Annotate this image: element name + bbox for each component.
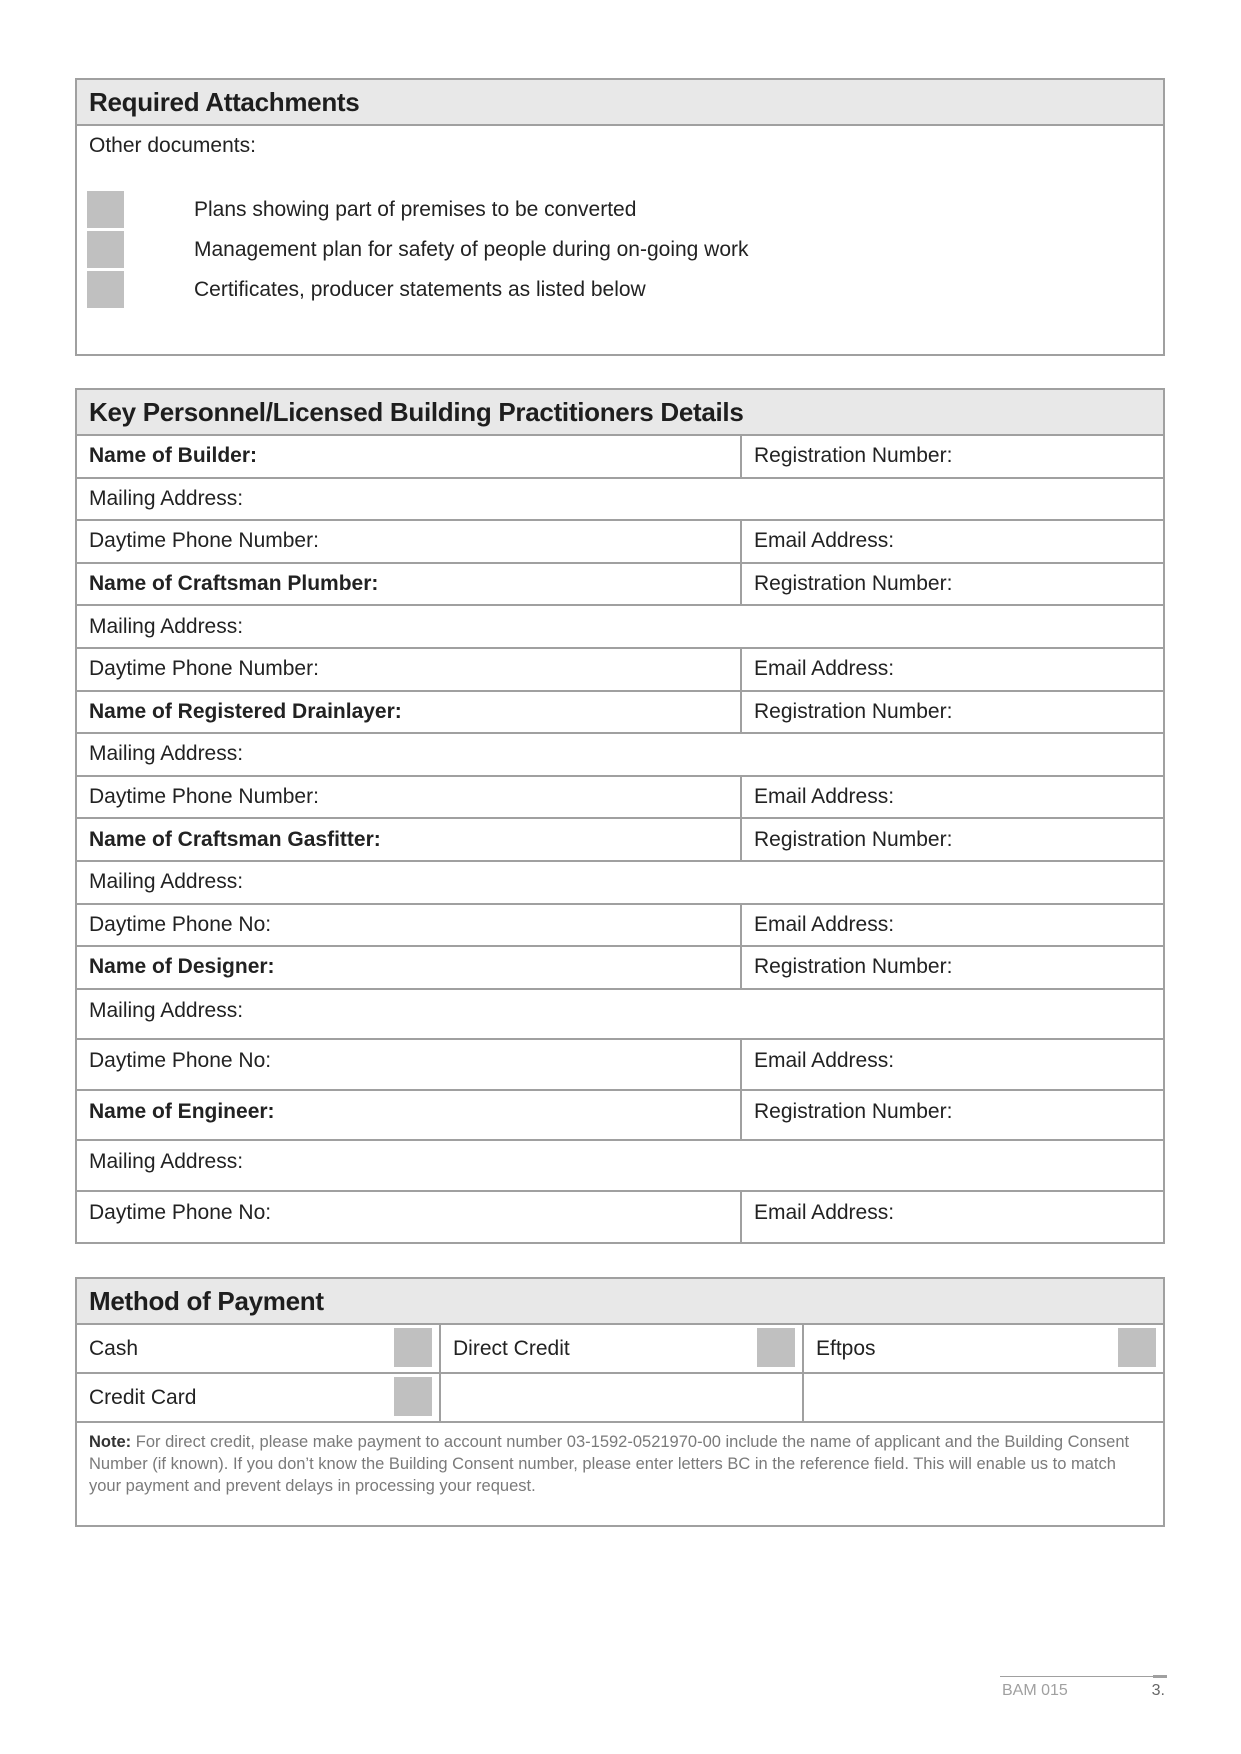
payment-option-label: Direct Credit: [453, 1336, 570, 1360]
engineer-name-field[interactable]: Name of Engineer:: [77, 1091, 742, 1140]
phone-field[interactable]: Daytime Phone Number:: [77, 521, 742, 562]
designer-name-field[interactable]: Name of Designer:: [77, 947, 742, 988]
email-field[interactable]: Email Address:: [754, 912, 895, 936]
table-row: [77, 564, 1163, 607]
builder-name-field[interactable]: Name of Builder:: [77, 436, 742, 477]
other-documents-label: Other documents:: [89, 134, 256, 157]
checkbox[interactable]: [1118, 1328, 1156, 1367]
table-row: [77, 990, 1163, 1041]
attachment-label: Plans showing part of premises to be converted: [194, 197, 637, 221]
plumber-name-field[interactable]: Name of Craftsman Plumber:: [77, 564, 742, 605]
empty-cell: [441, 1374, 804, 1421]
email-field[interactable]: Email Address:: [754, 529, 895, 553]
phone-field[interactable]: Daytime Phone No:: [77, 1040, 742, 1089]
mailing-address-field[interactable]: Mailing Address:: [89, 1150, 244, 1174]
section-title: Required Attachments: [77, 80, 1163, 126]
attachment-item[interactable]: [87, 231, 887, 268]
phone-field[interactable]: Daytime Phone No:: [77, 905, 742, 946]
empty-cell: [804, 1374, 1163, 1421]
checkbox[interactable]: [87, 231, 124, 268]
gasfitter-name-field[interactable]: Name of Craftsman Gasfitter:: [77, 819, 742, 860]
email-field[interactable]: Email Address:: [754, 1049, 895, 1073]
note-text: For direct credit, please make payment to account number 03-1592-0521970-00 include the name of applicant and the Building Consent Number (if known). If you don’t know the Building Consent number, please enter letters BC in the reference field. This will enable us to match your payment and prevent delays in processing your request.: [89, 1433, 1130, 1495]
email-field[interactable]: Email Address:: [754, 1200, 895, 1224]
attachment-item[interactable]: [87, 191, 887, 228]
table-row: [77, 649, 1163, 692]
phone-field[interactable]: Daytime Phone No:: [77, 1192, 742, 1243]
page-number: 3.: [1151, 1682, 1165, 1699]
registration-number-field[interactable]: Registration Number:: [754, 1099, 953, 1123]
section-title: Method of Payment: [77, 1279, 1163, 1325]
payment-note: [77, 1423, 1163, 1505]
key-personnel-section: [75, 388, 1165, 1244]
page-footer: [1000, 1676, 1167, 1699]
table-row: [77, 606, 1163, 649]
email-field[interactable]: Email Address:: [754, 657, 895, 681]
table-row: [77, 1040, 1163, 1091]
required-attachments-section: [75, 78, 1165, 356]
registration-number-field[interactable]: Registration Number:: [754, 955, 953, 979]
table-row: [77, 862, 1163, 905]
table-row: [77, 521, 1163, 564]
attachment-label: Management plan for safety of people during on-going work: [194, 237, 749, 261]
footer-accent-mark: [1153, 1675, 1167, 1678]
attachment-item[interactable]: [87, 271, 887, 308]
table-row: [77, 777, 1163, 820]
checkbox[interactable]: [757, 1328, 795, 1367]
note-label: Note:: [89, 1433, 132, 1451]
checkbox[interactable]: [87, 191, 124, 228]
table-row: [77, 819, 1163, 862]
payment-option-label: Credit Card: [89, 1385, 197, 1409]
payment-option-eftpos[interactable]: [804, 1325, 1163, 1372]
table-row: [77, 1192, 1163, 1243]
mailing-address-field[interactable]: Mailing Address:: [89, 998, 244, 1022]
mailing-address-field[interactable]: Mailing Address:: [89, 486, 244, 510]
registration-number-field[interactable]: Registration Number:: [754, 444, 953, 468]
payment-row: [77, 1325, 1163, 1374]
drainlayer-name-field[interactable]: Name of Registered Drainlayer:: [77, 692, 742, 733]
payment-option-credit-card[interactable]: [77, 1374, 441, 1421]
checkbox[interactable]: [394, 1328, 432, 1367]
table-row: [77, 734, 1163, 777]
section-title: Key Personnel/Licensed Building Practitioners Details: [77, 390, 1163, 436]
registration-number-field[interactable]: Registration Number:: [754, 699, 953, 723]
registration-number-field[interactable]: Registration Number:: [754, 572, 953, 596]
table-row: [77, 692, 1163, 735]
attachments-body: [77, 126, 1163, 354]
form-code: BAM 015: [1002, 1682, 1068, 1699]
payment-option-label: Eftpos: [816, 1336, 876, 1360]
payment-option-label: Cash: [89, 1336, 139, 1360]
phone-field[interactable]: Daytime Phone Number:: [77, 777, 742, 818]
payment-option-direct-credit[interactable]: [441, 1325, 804, 1372]
method-of-payment-section: [75, 1277, 1165, 1527]
checkbox[interactable]: [87, 271, 124, 308]
table-row: [77, 436, 1163, 479]
email-field[interactable]: Email Address:: [754, 785, 895, 809]
registration-number-field[interactable]: Registration Number:: [754, 827, 953, 851]
checkbox[interactable]: [394, 1377, 432, 1416]
mailing-address-field[interactable]: Mailing Address:: [89, 614, 244, 638]
payment-row: [77, 1374, 1163, 1423]
table-row: [77, 905, 1163, 948]
table-row: [77, 479, 1163, 522]
payment-option-cash[interactable]: [77, 1325, 441, 1372]
phone-field[interactable]: Daytime Phone Number:: [77, 649, 742, 690]
table-row: [77, 1091, 1163, 1142]
mailing-address-field[interactable]: Mailing Address:: [89, 870, 244, 894]
table-row: [77, 1141, 1163, 1192]
attachment-label: Certificates, producer statements as listed below: [194, 277, 646, 301]
mailing-address-field[interactable]: Mailing Address:: [89, 742, 244, 766]
table-row: [77, 947, 1163, 990]
